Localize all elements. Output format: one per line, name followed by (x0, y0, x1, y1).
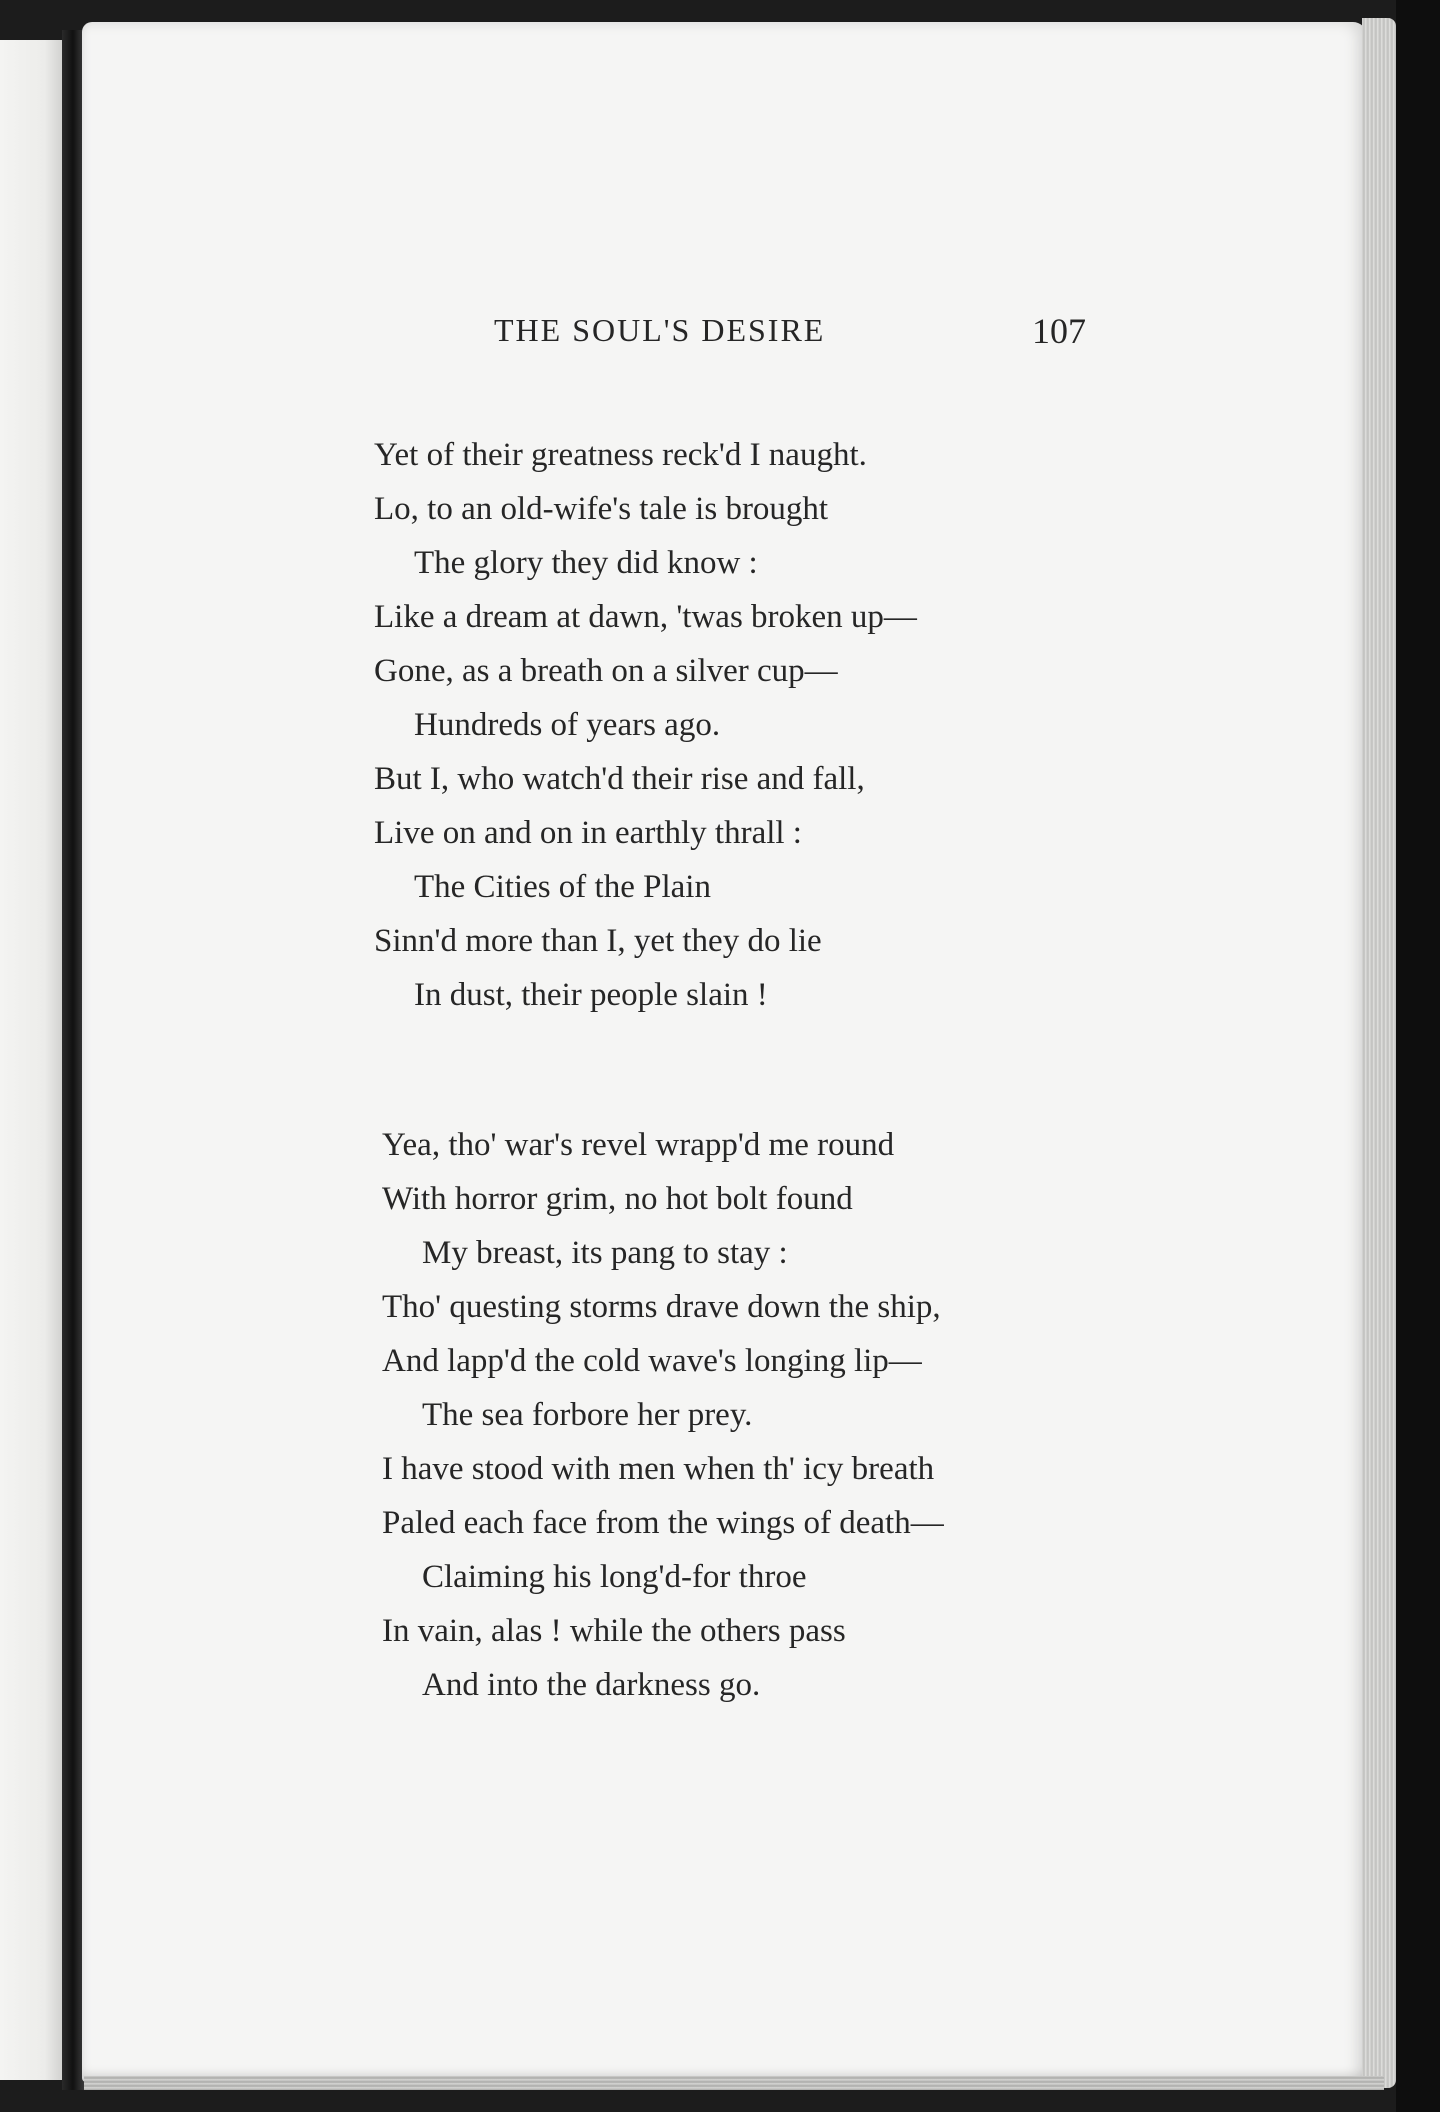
verse-line: The glory they did know : (414, 545, 758, 581)
page-bottom-edge (84, 2076, 1384, 2090)
verse-line: Gone, as a breath on a silver cup— (374, 653, 838, 689)
verse-line: Claiming his long'd-for throe (422, 1559, 807, 1595)
page-number: 107 (1032, 311, 1086, 351)
verse-line: Yea, tho' war's revel wrapp'd me round (382, 1127, 895, 1163)
verse-line: Hundreds of years ago. (414, 707, 721, 743)
verse-line: With horror grim, no hot bolt found (382, 1181, 853, 1217)
verse-line: My breast, its pang to stay : (422, 1235, 788, 1271)
running-title: THE SOUL'S DESIRE (494, 312, 826, 348)
verse-line: And into the darkness go. (422, 1667, 761, 1703)
page-header (0, 312, 1440, 362)
verse-line: Sinn'd more than I, yet they do lie (374, 923, 822, 959)
verse-line: Yet of their greatness reck'd I naught. (374, 437, 867, 473)
verse-line: The Cities of the Plain (414, 869, 711, 905)
stanza (382, 1118, 944, 1712)
verse-line: I have stood with men when th' icy breath (382, 1451, 935, 1487)
verse-line: The sea forbore her prey. (422, 1397, 753, 1433)
verse-line: Live on and on in earthly thrall : (374, 815, 802, 851)
verse-line: Paled each face from the wings of death— (382, 1505, 944, 1541)
verse-line: Lo, to an old-wife's tale is brought (374, 491, 829, 527)
verse-line: In dust, their people slain ! (414, 977, 768, 1013)
verse-line: In vain, alas ! while the others pass (382, 1613, 846, 1649)
verse-line: Tho' questing storms drave down the ship, (382, 1289, 941, 1325)
verse-line: But I, who watch'd their rise and fall, (374, 761, 865, 797)
verse-line: And lapp'd the cold wave's longing lip— (382, 1343, 922, 1379)
stanza (374, 428, 917, 1022)
verse-line: Like a dream at dawn, 'twas broken up— (374, 599, 917, 635)
